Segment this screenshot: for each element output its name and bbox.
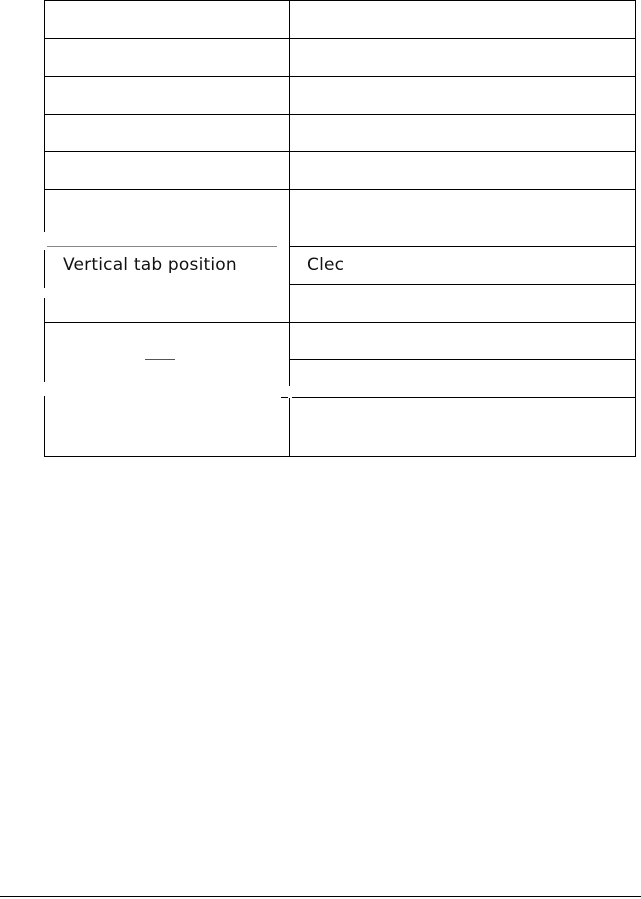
row-separator xyxy=(45,151,635,152)
row-separator xyxy=(281,397,635,398)
scan-gap xyxy=(43,288,47,298)
page-footer-rule xyxy=(0,896,641,897)
row-separator xyxy=(45,189,635,190)
row-separator xyxy=(45,76,635,77)
scan-gap xyxy=(43,382,47,396)
scan-gap xyxy=(43,232,47,250)
scan-gap xyxy=(288,386,292,398)
cell-label-vertical-tab-position: Vertical tab position xyxy=(63,255,237,273)
settings-table xyxy=(44,0,636,457)
cell-value-vertical-tab: Clec xyxy=(307,255,345,273)
row-separator-faint xyxy=(145,359,175,360)
row-separator xyxy=(289,359,635,360)
row-separator xyxy=(45,38,635,39)
row-separator-faint xyxy=(45,246,277,247)
row-separator xyxy=(289,284,635,285)
row-separator xyxy=(45,114,635,115)
row-separator xyxy=(289,246,635,247)
row-separator xyxy=(45,322,635,323)
table-top-border xyxy=(44,0,636,1)
